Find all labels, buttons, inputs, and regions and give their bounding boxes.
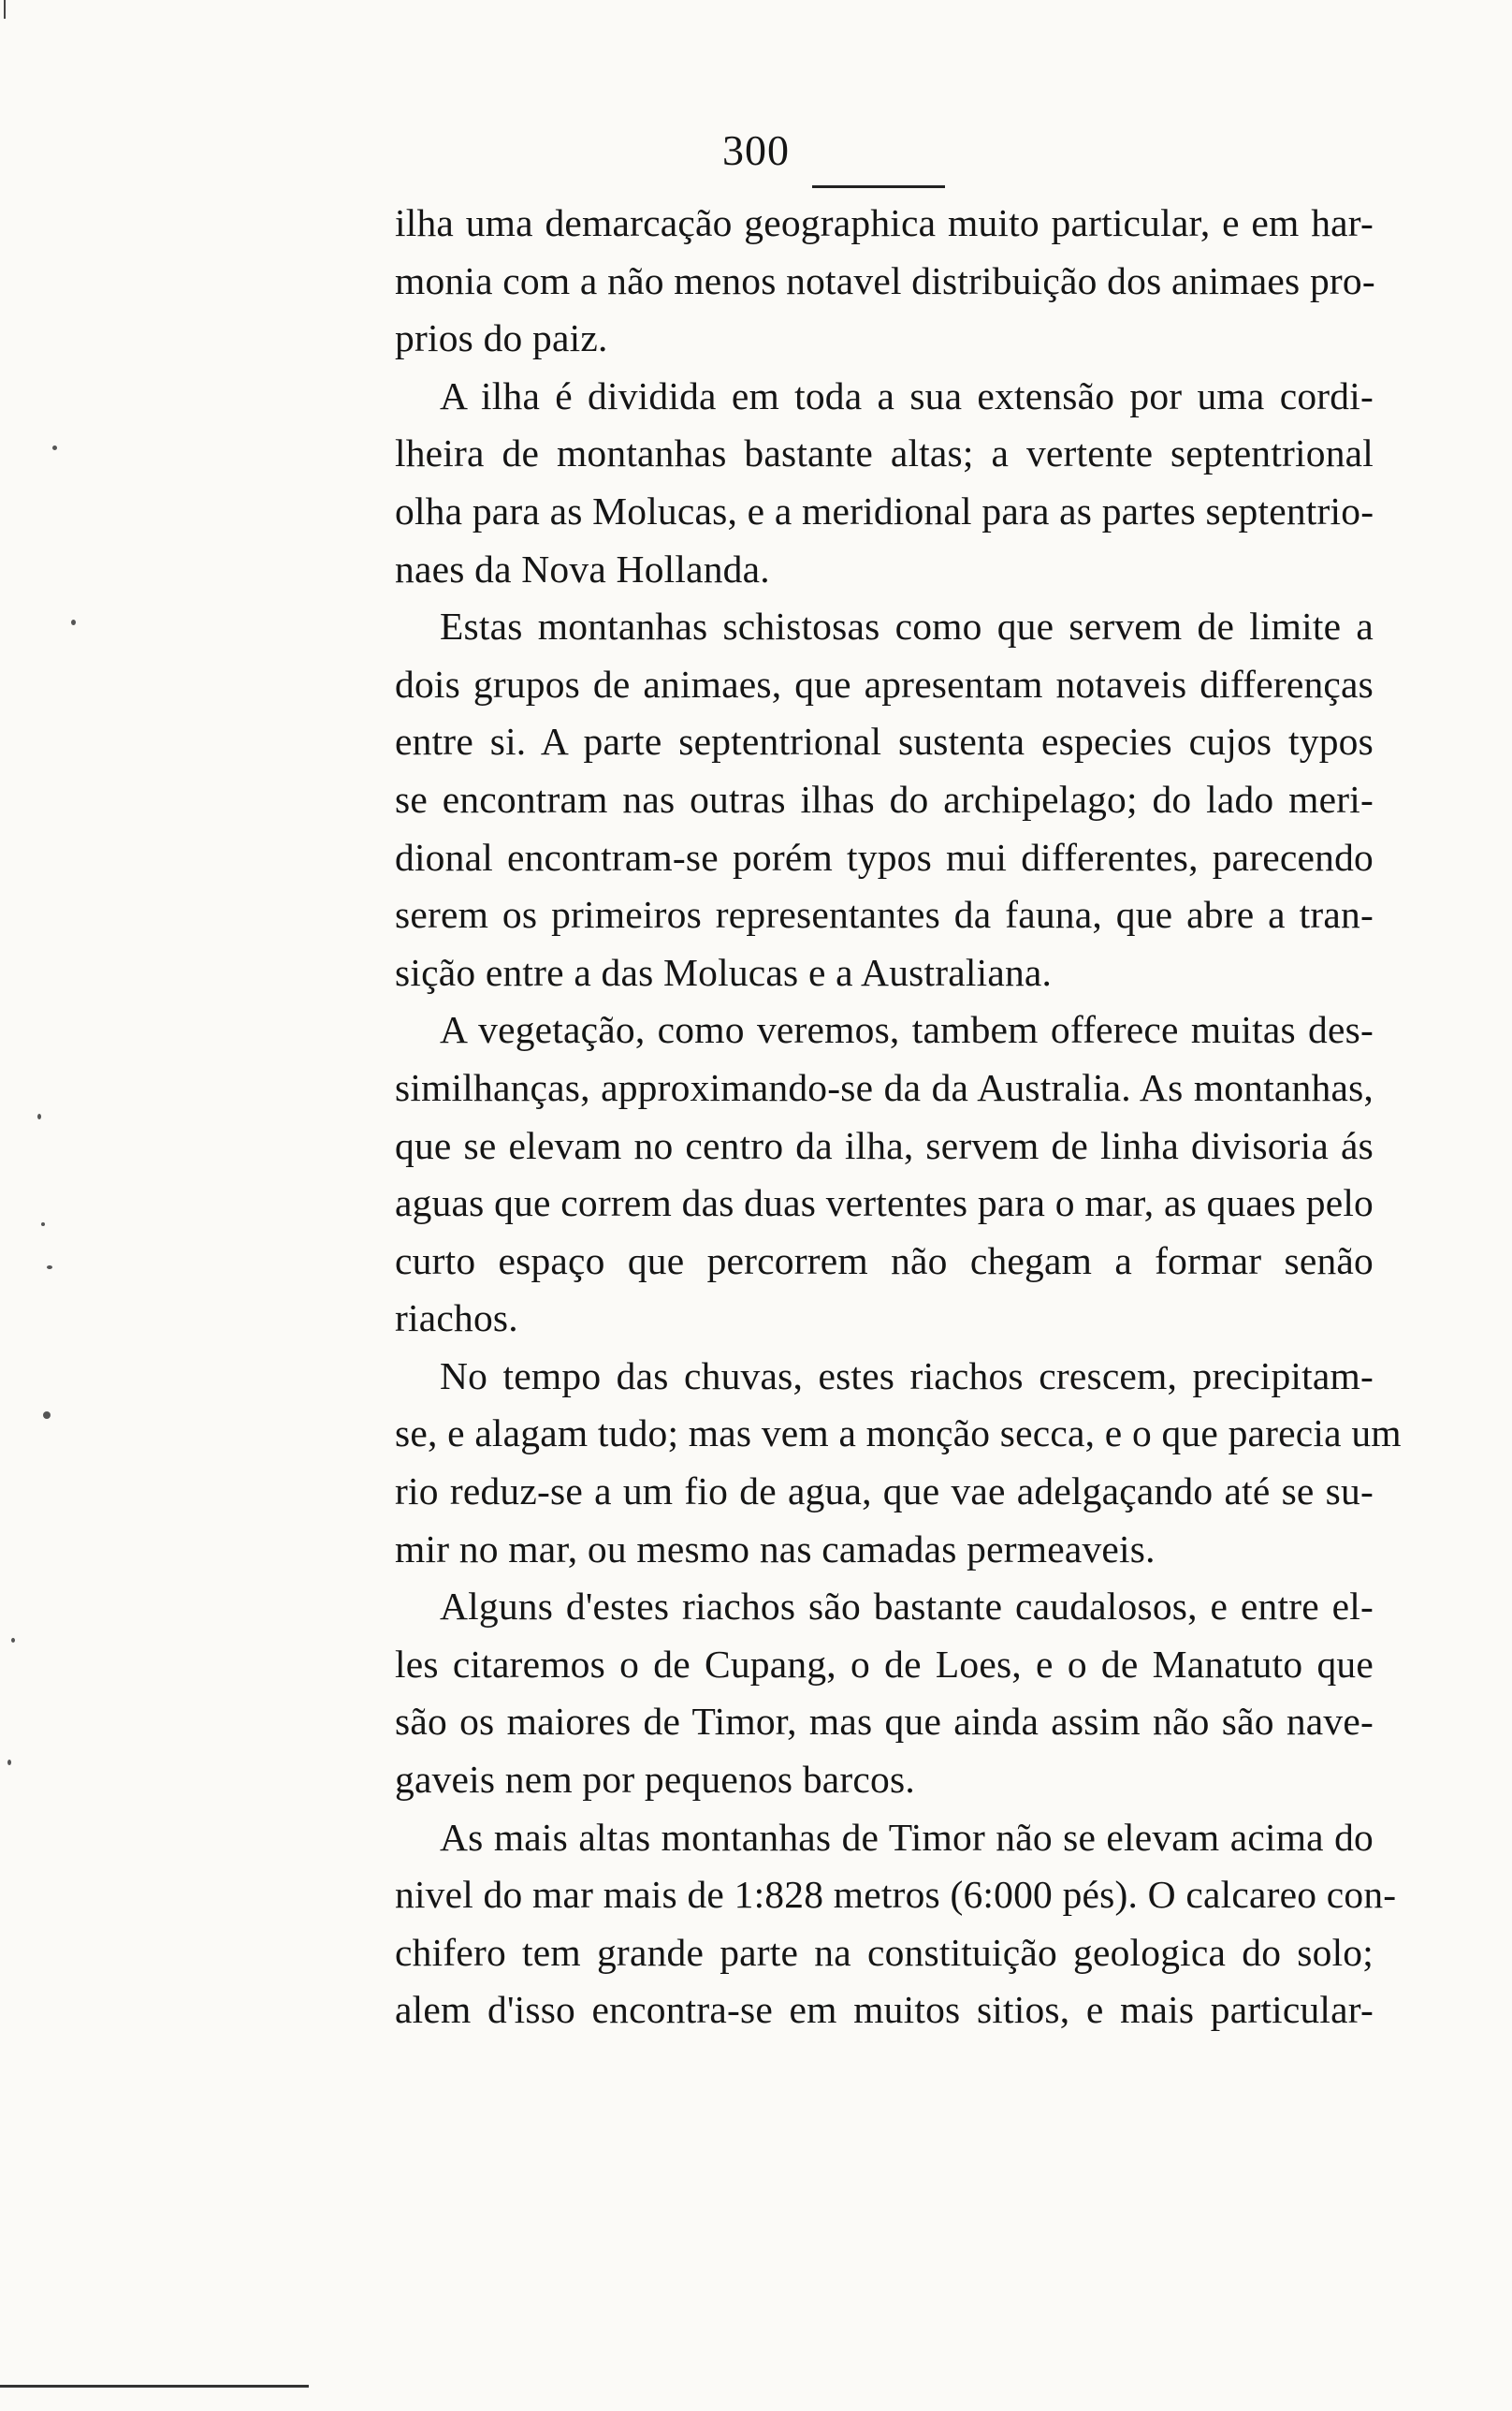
margin-speck [37,1114,41,1119]
margin-speck [52,446,57,450]
text-line: sição entre a das Molucas e a Australiana. [395,950,1053,994]
text-line: les citaremos o de Cupang, o de Loes, e o de Manatuto que [395,1642,1374,1686]
text-line: serem os primeiros representantes da fauna, que abre a tran- [395,893,1374,937]
page-number: 300 [722,126,790,174]
paragraph-1 [395,195,1374,368]
edge-mark [4,0,6,19]
text-line: monia com a não menos notavel distribuição dos animaes pro- [395,258,1375,302]
paragraph-7 [395,1809,1397,2039]
text-line: prios do paiz. [395,316,608,360]
text-line: dois grupos de animaes, que apresentam notaveis differenças [395,662,1374,706]
text-line: entre si. A parte septentrional sustenta especies cujos typos [395,720,1374,764]
header-rule [812,185,945,188]
paragraph-3 [395,598,1374,1001]
text-line: dional encontram-se porém typos mui differentes, parecendo [395,835,1374,879]
text-line: similhanças, approximando-se da da Australia. As montanhas, [395,1065,1374,1109]
text-line: ilha uma demarcação geographica muito particular, e em har- [395,201,1374,244]
margin-speck [7,1760,11,1765]
text-line: mir no mar, ou mesmo nas camadas permeaveis. [395,1527,1156,1571]
bottom-edge-line [0,2385,309,2388]
margin-speck [43,1411,51,1419]
text-line: alem d'isso encontra-se em muitos sitios, e mais particular- [395,1988,1374,2032]
text-line: A ilha é dividida em toda a sua extensão por uma cordi- [440,373,1374,417]
text-line: curto espaço que percorrem não chegam a formar senão [395,1238,1374,1282]
margin-speck [41,1222,45,1226]
text-line: nivel do mar mais de 1:828 metros (6:000 pés). O calcareo con- [395,1873,1397,1917]
text-line: No tempo das chuvas, estes riachos crescem, precipitam- [440,1353,1374,1397]
text-line: Estas montanhas schistosas como que servem de limite a [440,605,1374,649]
paragraph-2 [395,368,1374,598]
body-text [395,195,1402,2039]
text-line: são os maiores de Timor, mas que ainda assim não são nave- [395,1700,1374,1744]
text-line: As mais altas montanhas de Timor não se elevam acima do [440,1815,1374,1859]
margin-speck [47,1265,52,1269]
text-line: Alguns d'estes riachos são bastante caudalosos, e entre el- [440,1585,1374,1629]
text-line: rio reduz-se a um fio de agua, que vae adelgaçando até se su- [395,1469,1374,1513]
paragraph-4 [395,1001,1374,1348]
text-line: naes da Nova Hollanda. [395,547,770,591]
text-line: chifero tem grande parte na constituição geologica do solo; [395,1930,1374,1974]
text-line: gaveis nem por pequenos barcos. [395,1758,915,1802]
text-line: lheira de montanhas bastante altas; a vertente septentrional [395,431,1374,475]
paragraph-6 [395,1578,1374,1808]
text-line: A vegetação, como veremos, tambem offerece muitas des- [440,1008,1374,1052]
text-line: se, e alagam tudo; mas vem a monção secca, e o que parecia um [395,1411,1402,1455]
margin-speck [11,1638,15,1643]
paragraph-5 [395,1348,1402,1578]
text-line: olha para as Molucas, e a meridional para as partes septentrio- [395,489,1374,533]
text-line: que se elevam no centro da ilha, servem de linha divisoria ás [395,1123,1374,1167]
text-line: riachos. [395,1296,518,1340]
margin-speck [71,620,76,625]
text-line: aguas que correm das duas vertentes para o mar, as quaes pelo [395,1181,1374,1225]
text-line: se encontram nas outras ilhas do archipelago; do lado meri- [395,777,1374,821]
